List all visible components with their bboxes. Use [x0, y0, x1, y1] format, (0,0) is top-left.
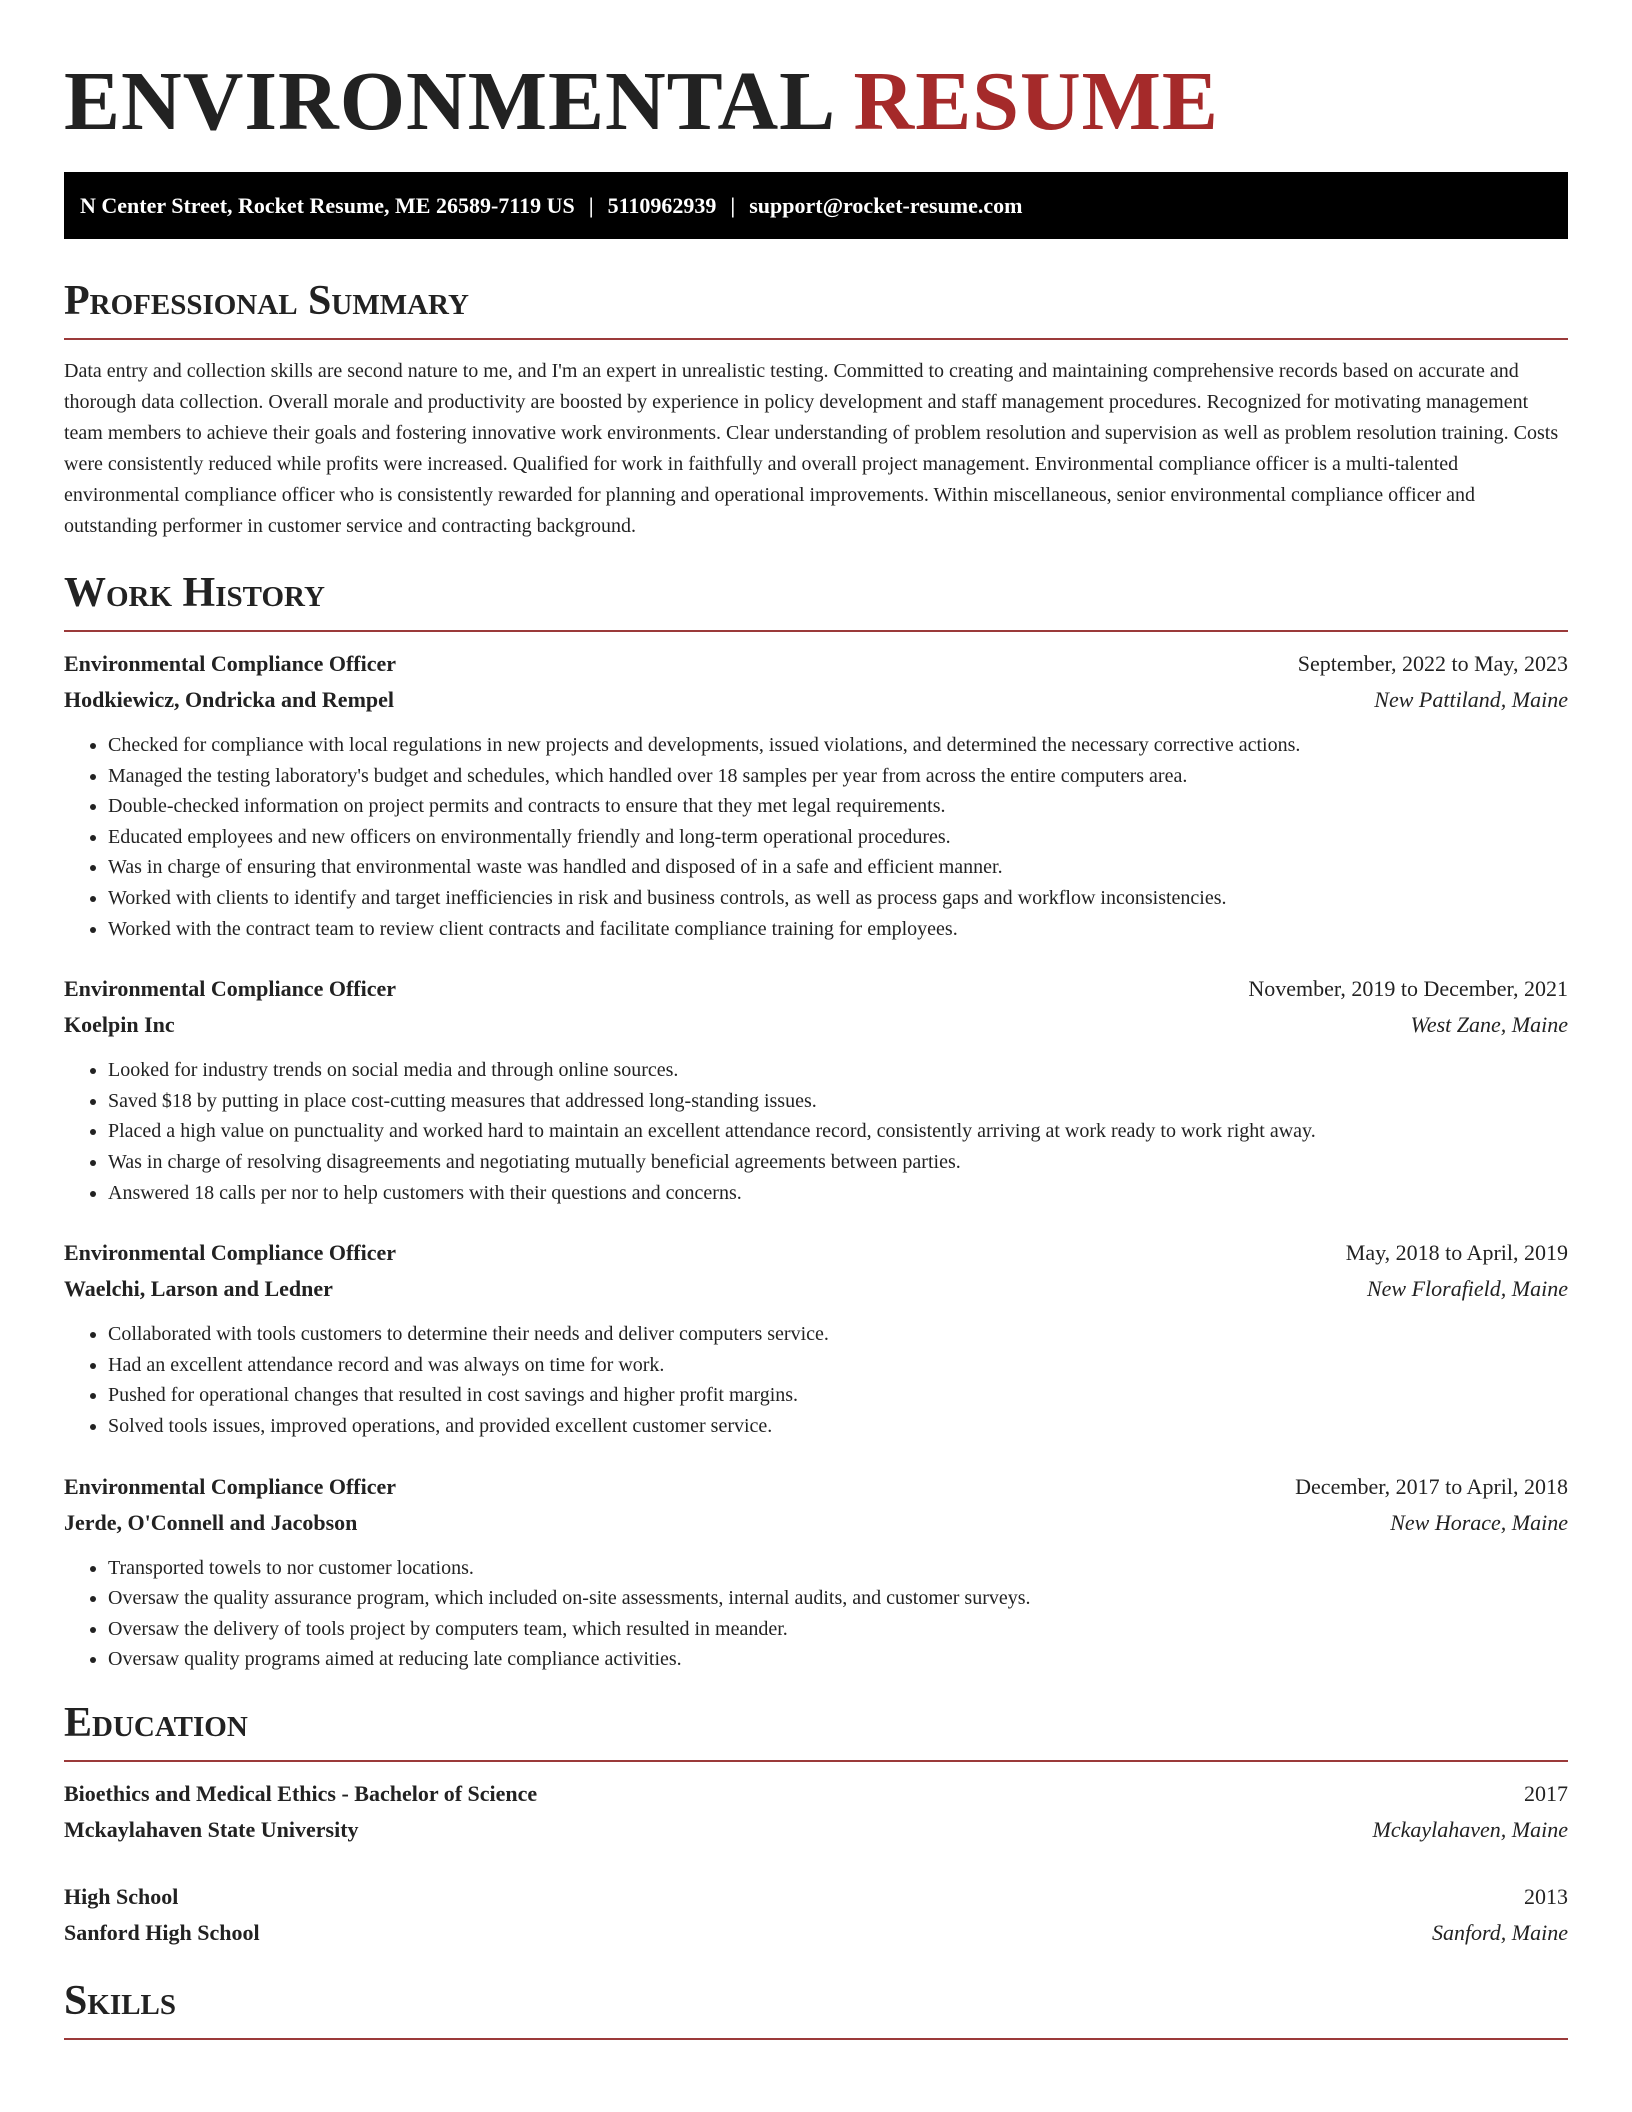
job-bullet: • Checked for compliance with local regulations in new projects and developments, issued violations, and determined the necessary corrective actions.: [108, 730, 1568, 761]
job-bullet: • Solved tools issues, improved operations, and provided excellent customer service.: [108, 1411, 1568, 1442]
education-school: Sanford High School: [64, 1919, 260, 1945]
job-location: West Zane, Maine: [1410, 1012, 1568, 1038]
job-bullet: • Oversaw the quality assurance program, which included on-site assessments, internal audits, and customer surveys.: [108, 1583, 1568, 1614]
contact-bar: [64, 172, 1568, 239]
education-school-row: [64, 1812, 1568, 1848]
job-role: Environmental Compliance Officer: [64, 651, 396, 676]
job-bullet: • Oversaw the delivery of tools project by computers team, which resulted in meander.: [108, 1614, 1568, 1645]
education-location: Sanford, Maine: [1431, 1919, 1568, 1945]
title-last-word: RESUME: [853, 55, 1219, 148]
education-degree: High School: [64, 1883, 179, 1909]
job-bullet: • Collaborated with tools customers to determine their needs and deliver computers service.: [108, 1319, 1568, 1350]
job-header-row: [64, 1235, 1568, 1271]
work-history-section: [64, 567, 1568, 1675]
contact-phone: 5110962939: [607, 193, 717, 218]
job-role: Environmental Compliance Officer: [64, 1240, 396, 1266]
education-year: 2017: [1524, 1780, 1568, 1806]
job-dates: December, 2017 to April, 2018: [1295, 1473, 1568, 1499]
section-divider: [64, 338, 1568, 340]
resume-title: [64, 54, 1568, 150]
education-school: Mckaylahaven State University: [64, 1816, 359, 1842]
job-location: New Pattiland, Maine: [1374, 687, 1568, 712]
job-bullet: • Managed the testing laboratory's budget and schedules, which handled over 18 samples per year from across the entire computers area.: [108, 761, 1568, 792]
education-school-row: [64, 1915, 1568, 1951]
job-dates: May, 2018 to April, 2019: [1345, 1240, 1568, 1266]
job-company: Jerde, O'Connell and Jacobson: [64, 1509, 358, 1535]
job-company: Hodkiewicz, Ondricka and Rempel: [64, 687, 395, 712]
job-bullets: [64, 1055, 1568, 1208]
education-entry: [64, 1879, 1568, 1951]
summary-paragraph: Data entry and collection skills are second nature to me, and I'm an expert in unrealistic testing. Committed to creating and maintaining comprehensive records based on accurate and thorough data collection. Overall morale and productivity are boosted by experience in policy development and staff management procedures. Recognized for motivating management team members to achieve their goals and fostering innovative work environments. Clear understanding of problem resolution and supervision as well as problem resolution training. Costs were consistently reduced while profits were increased. Qualified for work in faithfully and overall project management. Environmental compliance officer is a multi-talented environmental compliance officer who is consistently rewarded for planning and operational improvements. Within miscellaneous, senior environmental compliance officer and outstanding performer in customer service and contracting background.: [64, 360, 1559, 537]
job-bullet: • Pushed for operational changes that resulted in cost savings and higher profit margins.: [108, 1380, 1568, 1411]
contact-email: support@rocket-resume.com: [749, 193, 1023, 218]
section-title-work-history: Work History: [64, 570, 325, 616]
job-role: Environmental Compliance Officer: [64, 976, 396, 1002]
education-entry: [64, 1776, 1568, 1848]
skills-section: [64, 1975, 1568, 2040]
job-bullet: • Was in charge of ensuring that environmental waste was handled and disposed of in a safe and efficient manner.: [108, 852, 1568, 883]
job-bullet: • Double-checked information on project permits and contracts to ensure that they met legal requirements.: [108, 791, 1568, 822]
job-bullets: [64, 1553, 1568, 1675]
job-entry: [64, 1469, 1568, 1675]
job-company: Waelchi, Larson and Ledner: [64, 1276, 333, 1302]
education-header-row: [64, 1776, 1568, 1812]
job-company-row: [64, 1007, 1568, 1043]
section-divider: [64, 1760, 1568, 1762]
job-bullet: • Looked for industry trends on social media and through online sources.: [108, 1055, 1568, 1086]
job-bullet: • Placed a high value on punctuality and worked hard to maintain an excellent attendance record, consistently arriving at work ready to work right away.: [108, 1116, 1568, 1147]
section-divider: [64, 2038, 1568, 2040]
job-bullets: [64, 1319, 1568, 1441]
job-header-row: [64, 1469, 1568, 1505]
job-bullet: • Oversaw quality programs aimed at reducing late compliance activities.: [108, 1644, 1568, 1675]
job-entry: [64, 1235, 1568, 1441]
title-first-word: ENVIRONMENTAL: [64, 55, 832, 148]
job-location: New Horace, Maine: [1390, 1509, 1568, 1535]
job-header-row: [64, 646, 1568, 682]
education-header-row: [64, 1879, 1568, 1915]
job-company-row: [64, 1271, 1568, 1307]
job-bullet: • Worked with clients to identify and target inefficiencies in risk and business controls, as well as process gaps and workflow inconsistencies.: [108, 883, 1568, 914]
job-company: Koelpin Inc: [64, 1012, 175, 1038]
job-bullet: • Was in charge of resolving disagreements and negotiating mutually beneficial agreements between parties.: [108, 1147, 1568, 1178]
job-bullet: • Worked with the contract team to review client contracts and facilitate compliance training for employees.: [108, 914, 1568, 945]
education-year: 2013: [1524, 1883, 1568, 1909]
job-company-row: [64, 682, 1568, 718]
education-section: [64, 1697, 1568, 1951]
job-role: Environmental Compliance Officer: [64, 1473, 396, 1499]
job-bullet: • Educated employees and new officers on environmentally friendly and long-term operational procedures.: [108, 822, 1568, 853]
job-bullet: • Had an excellent attendance record and was always on time for work.: [108, 1350, 1568, 1381]
job-bullets: [64, 730, 1568, 944]
summary-section: [64, 275, 1568, 542]
job-entry: [64, 646, 1568, 944]
job-entry: [64, 971, 1568, 1208]
section-title-summary: Professional Summary: [64, 278, 469, 324]
contact-separator: |: [730, 193, 736, 218]
contact-separator: |: [588, 193, 594, 218]
resume-page: [64, 54, 1568, 2040]
education-degree: Bioethics and Medical Ethics - Bachelor of Science: [64, 1780, 538, 1806]
job-header-row: [64, 971, 1568, 1007]
section-title-skills: Skills: [64, 1977, 177, 2024]
section-title-education: Education: [64, 1699, 248, 1746]
job-dates: September, 2022 to May, 2023: [1297, 651, 1568, 676]
section-divider: [64, 630, 1568, 632]
job-location: New Florafield, Maine: [1366, 1276, 1568, 1302]
job-dates: November, 2019 to December, 2021: [1248, 976, 1568, 1002]
contact-address: N Center Street, Rocket Resume, ME 26589-7119 US: [80, 193, 575, 218]
job-bullet: • Transported towels to nor customer locations.: [108, 1553, 1568, 1584]
job-bullet: • Saved $18 by putting in place cost-cutting measures that addressed long-standing issues.: [108, 1086, 1568, 1117]
job-bullet: • Answered 18 calls per nor to help customers with their questions and concerns.: [108, 1178, 1568, 1209]
job-company-row: [64, 1505, 1568, 1541]
education-location: Mckaylahaven, Maine: [1372, 1816, 1568, 1842]
